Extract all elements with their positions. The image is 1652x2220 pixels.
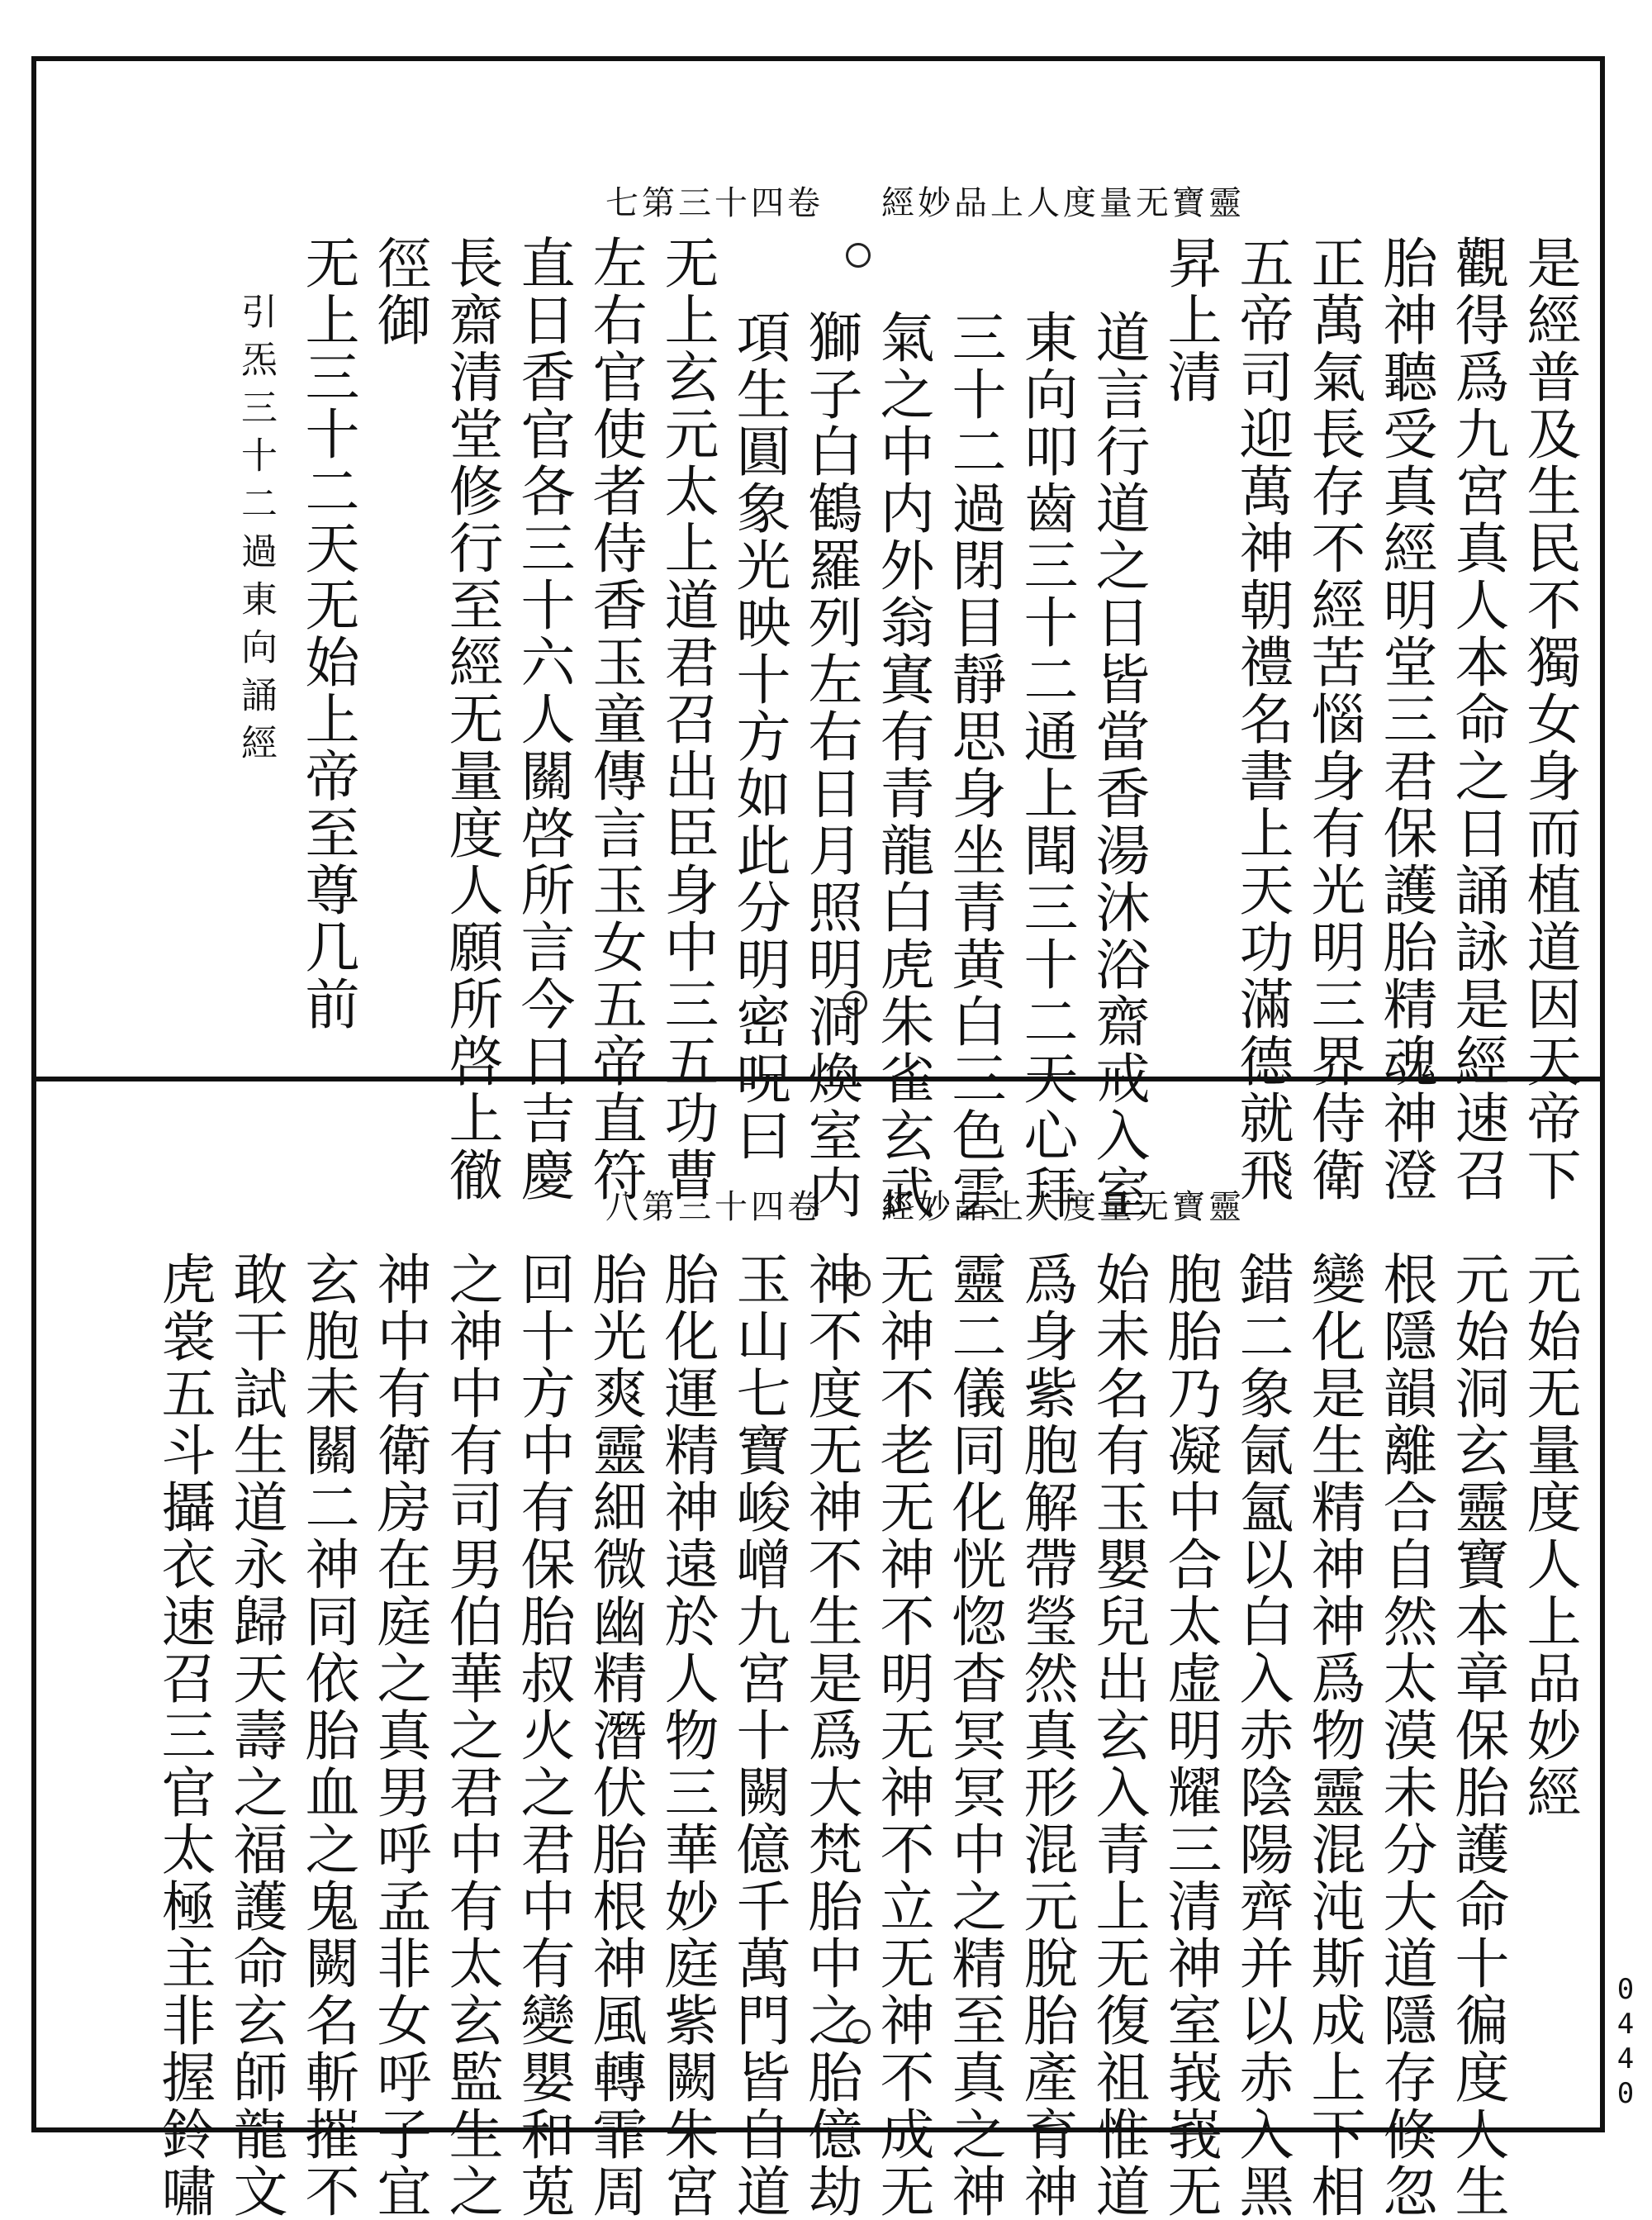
running-head-title: 靈寶无量度人上品妙經 bbox=[881, 184, 1245, 222]
text-column: 道言行道之日皆當香湯沐浴齋戒入室 bbox=[1086, 309, 1150, 1221]
text-column: 胎化運精神遠於人物三華妙庭紫闕朱宮 bbox=[655, 1251, 719, 2220]
text-column: 胎光爽靈細微幽精潛伏胎根神風轉霏周 bbox=[583, 1251, 647, 2220]
text-column: 五帝司迎萬神朝禮名書上天功滿德就飛 bbox=[1230, 235, 1294, 1204]
text-column: 氣之中内外翁寘有青龍白虎朱雀玄武 bbox=[871, 309, 934, 1221]
text-column: 无神不老无神不明无神不立无神不成无 bbox=[871, 1251, 934, 2220]
running-head-top bbox=[605, 177, 1245, 224]
text-column: 回十方中有保胎叔火之君中有變嬰和莵 bbox=[511, 1251, 575, 2220]
text-column: 直日香官各三十六人關啓所言今日吉慶 bbox=[511, 235, 575, 1204]
text-column: 三十二過閉目靜思身坐青黄白三色雲 bbox=[942, 309, 1006, 1221]
running-head-bottom bbox=[605, 1181, 1245, 1228]
text-column: 无上玄元太上道君召出臣身中三五功曹 bbox=[655, 235, 719, 1204]
text-column: 左右官使者侍香玉童傳言玉女五帝直符 bbox=[583, 235, 647, 1204]
running-head-volume: 卷四十三第七 bbox=[605, 184, 824, 222]
page-number: 0440 bbox=[1609, 1973, 1642, 2112]
text-columns-bottom bbox=[150, 1251, 1583, 2220]
text-column: 是經普及生民不獨女身而植道因天帝下 bbox=[1517, 235, 1581, 1204]
section-mark-circle bbox=[846, 2019, 871, 2044]
text-columns-top bbox=[221, 235, 1583, 1221]
text-column: 元始无量度人上品妙經 bbox=[1517, 1251, 1581, 1821]
text-column: 觀得爲九宮真人本命之日誦詠是經速召 bbox=[1446, 235, 1509, 1204]
text-column: 之神中有司男伯華之君中有太玄監生之 bbox=[439, 1251, 503, 2220]
text-column: 正萬氣長存不經苦惱身有光明三界侍衛 bbox=[1302, 235, 1365, 1204]
text-column: 虎裳五斗攝衣速召三官太極主非握鈴嘯 bbox=[152, 1251, 216, 2220]
section-mark-circle bbox=[846, 1272, 871, 1296]
text-column: 神不度无神不生是爲大梵胎中之胎億劫 bbox=[799, 1251, 862, 2220]
text-column: 引炁三十二過東向誦經 bbox=[235, 292, 277, 772]
text-column: 始未名有玉嬰兒出玄入青上无復祖惟道 bbox=[1086, 1251, 1150, 2220]
text-column: 无上三十二天无始上帝至尊几前 bbox=[296, 235, 359, 1033]
text-column: 靈二儀同化恍惚杳冥冥中之精至真之神 bbox=[942, 1251, 1006, 2220]
section-mark-circle bbox=[846, 243, 871, 268]
text-column: 獅子白鶴羅列左右日月照明洞煥室内 bbox=[799, 309, 862, 1221]
text-column: 元始洞玄靈寶本章保胎護命十徧度人生 bbox=[1446, 1251, 1509, 2220]
text-column: 爲身紫胞解帶瑩然真形混元脫胎產育神 bbox=[1014, 1251, 1078, 2220]
text-column: 胎神聽受真經明堂三君保護胎精魂神澄 bbox=[1374, 235, 1437, 1204]
text-column: 根隱韻離合自然太漠未分大道隱存倏忽 bbox=[1374, 1251, 1437, 2220]
bottom-panel bbox=[36, 1081, 1600, 2220]
text-column: 神中有衛房在庭之真男呼孟非女呼子宜 bbox=[368, 1251, 431, 2220]
running-head-volume: 卷四十三第八 bbox=[605, 1188, 824, 1226]
text-column: 胞胎乃凝中合太虚明耀三清神室峩峩无 bbox=[1158, 1251, 1222, 2220]
section-mark-circle bbox=[843, 991, 867, 1015]
text-column: 敢干試生道永歸天壽之福護命玄師龍文 bbox=[224, 1251, 287, 2220]
running-head-title: 靈寶无量度人上品妙經 bbox=[881, 1188, 1245, 1226]
text-column: 錯二象氤氳以白入赤陰陽齊并以赤入黑 bbox=[1230, 1251, 1294, 2220]
text-column: 徑御 bbox=[368, 235, 431, 349]
text-column: 長齋清堂修行至經无量度人願所啓上徹 bbox=[439, 235, 503, 1204]
text-column: 東向叩齒三十二通上聞三十二天心拜 bbox=[1014, 309, 1078, 1221]
text-column: 項生圓象光映十方如此分明密呪曰 bbox=[727, 309, 790, 1164]
text-column: 玄胞未關二神同依胎血之鬼闕名斬摧不 bbox=[296, 1251, 359, 2220]
text-column: 玉山七寶峻嶒九宮十闕億千萬門皆自道 bbox=[727, 1251, 790, 2220]
text-column: 昇上清 bbox=[1158, 235, 1222, 406]
text-column: 變化是生精神神爲物靈混沌斯成上下相 bbox=[1302, 1251, 1365, 2220]
